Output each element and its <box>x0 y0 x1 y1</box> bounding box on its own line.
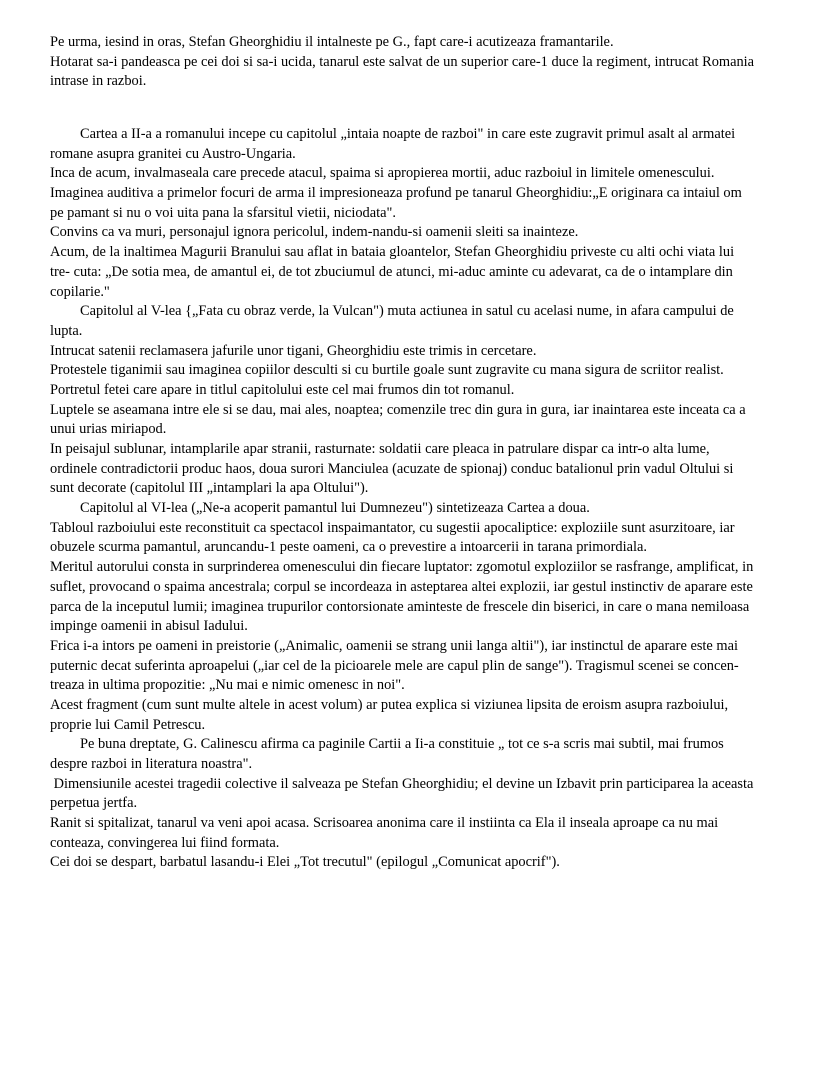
text-line: pe pamant si nu o voi uita pana la sfarsitul vietii, niciodata". <box>50 204 396 221</box>
text-line: proprie lui Camil Petrescu. <box>50 716 206 733</box>
text-line: obuzele scurma pamantul, aruncandu-1 peste oameni, ca o prevestire a intoarcerii in tarana primordiala. <box>50 539 647 556</box>
text-line: impinge oamenii in abisul Iadului. <box>50 618 248 635</box>
text-line: sunt decorate (capitolul III „intamplari la apa Oltului"). <box>50 480 369 497</box>
text-line: Inca de acum, invalmaseala care precede atacul, spaima si apropierea mortii, aduc razboiul in limitele omenescului. <box>50 165 715 182</box>
text-line: Tabloul razboiului este reconstituit ca spectacol inspaimantator, cu sugestii apocaliptice: exploziile sunt asurzitoare, iar <box>50 519 735 536</box>
text-line: romane asupra granitei cu Austro-Ungaria. <box>50 145 296 162</box>
text-line: conteaza, convingerea lui fiind formata. <box>50 834 280 851</box>
text-line: suflet, provocand o spaima ancestrala; corpul se incordeaza in asteptarea altei explozii, iar gestul instinctiv de aparare este <box>50 578 753 595</box>
text-block-cartea-a-doua <box>50 125 800 873</box>
text-line: Acum, de la inaltimea Magurii Branului sau aflat in bataia gloantelor, Stefan Gheorghidiu priveste cu alti ochi viata lui <box>50 244 735 261</box>
text-line: Pe buna dreptate, G. Calinescu afirma ca paginile Cartii a Ii-a constituie „ tot ce s-a scris mai subtil, mai frumos <box>80 736 724 753</box>
text-line: puternic decat suferinta aproapelui („iar cel de la picioarele mele are capul plin de sange"). Tragismul scenei se concen- <box>50 657 739 674</box>
text-line: Convins ca va muri, personajul ignora pericolul, indem-nandu-si oamenii sleiti sa inainteze. <box>50 224 579 241</box>
text-line: Luptele se aseamana intre ele si se dau, mai ales, noaptea; comenzile trec din gura in gura, iar inaintarea este inceata ca a <box>50 401 746 418</box>
text-line: Intrucat satenii reclamasera jafurile unor tigani, Gheorghidiu este trimis in cercetare. <box>50 342 537 359</box>
text-line: intrase in razboi. <box>50 73 147 90</box>
text-line: treaza in ultima propozitie: „Nu mai e nimic omenesc in noi". <box>50 677 405 694</box>
text-line: Pe urma, iesind in oras, Stefan Gheorghidiu il intalneste pe G., fapt care-i acutizeaza framantarile. <box>50 34 614 50</box>
text-line: Cartea a II-a a romanului incepe cu capitolul „intaia noapte de razboi" in care este zugravit primul asalt al armatei <box>80 126 736 142</box>
text-line: Capitolul al V-lea {„Fata cu obraz verde, la Vulcan") muta actiunea in satul cu acelasi nume, in afara campului de <box>80 303 734 320</box>
text-line: Acest fragment (cum sunt multe altele in acest volum) ar putea explica si viziunea lipsita de eroism asupra razboiului, <box>50 696 729 713</box>
text-line: Portretul fetei care apare in titlul capitolului este cel mai frumos din tot romanul. <box>50 381 515 398</box>
text-line: perpetua jertfa. <box>50 795 138 812</box>
text-line: In peisajul sublunar, intamplarile apar stranii, rasturnate: soldatii care pleaca in patrulare dispar ca intr-o alta lume, <box>50 441 710 457</box>
text-line: Cei doi se despart, barbatul lasandu-i Elei „Tot trecutul" (epilogul „Comunicat apocrif"). <box>50 854 560 871</box>
text-line: Frica i-a intors pe oameni in preistorie („Animalic, oamenii se strang unii langa altii"), iar instinctul de aparare este mai <box>50 637 738 654</box>
text-line: Imaginea auditiva a primelor focuri de arma il impresioneaza profund pe tanarul Gheorghidiu:„E originara ca intaiul om <box>50 185 742 202</box>
text-line: Protestele tiganimii sau imaginea copiilor desculti si cu burtile goale sunt zugravite cu mana sigura de scriitor realist. <box>50 362 724 379</box>
text-line: lupta. <box>50 322 83 339</box>
text-line: unui urias miriapod. <box>50 421 167 438</box>
text-line: ordinele contradictorii produc haos, doua surori Manciulea (acuzate de spionaj) conduc batalionul prin vadul Oltului si <box>50 460 734 477</box>
text-line: copilarie." <box>50 283 110 300</box>
text-line: Hotarat sa-i pandeasca pe cei doi si sa-i ucida, tanarul este salvat de un superior care-1 duce la regiment, intrucat Romania <box>50 53 755 70</box>
text-line: despre razboi in literatura noastra". <box>50 756 253 772</box>
text-line: Dimensiunile acestei tragedii colective il salveaza pe Stefan Gheorghidiu; el devine un Izbavit prin participarea la aceasta <box>50 775 754 792</box>
text-line: Capitolul al VI-lea („Ne-a acoperit pamantul lui Dumnezeu") sintetizeaza Cartea a doua. <box>80 500 590 517</box>
text-line: parca de la inceputul lumii; imaginea trupurilor contorsionate aminteste de frescele din biserici, in care o mana nemiloasa <box>50 598 750 615</box>
text-block-intro <box>50 33 800 92</box>
text-line: Ranit si spitalizat, tanarul va veni apoi acasa. Scrisoarea anonima care il instiinta ca Ela il inseala aproape ca nu mai <box>50 815 719 832</box>
text-line: tre- cuta: „De sotia mea, de amantul ei, de tot zbuciumul de atunci, mi-aduc aminte cu adevarat, ca de o intamplare din <box>50 263 733 280</box>
text-line: Meritul autorului consta in surprinderea omenescului din fiecare luptator: zgomotul exploziilor se rasfrange, amplificat, in <box>50 559 754 576</box>
